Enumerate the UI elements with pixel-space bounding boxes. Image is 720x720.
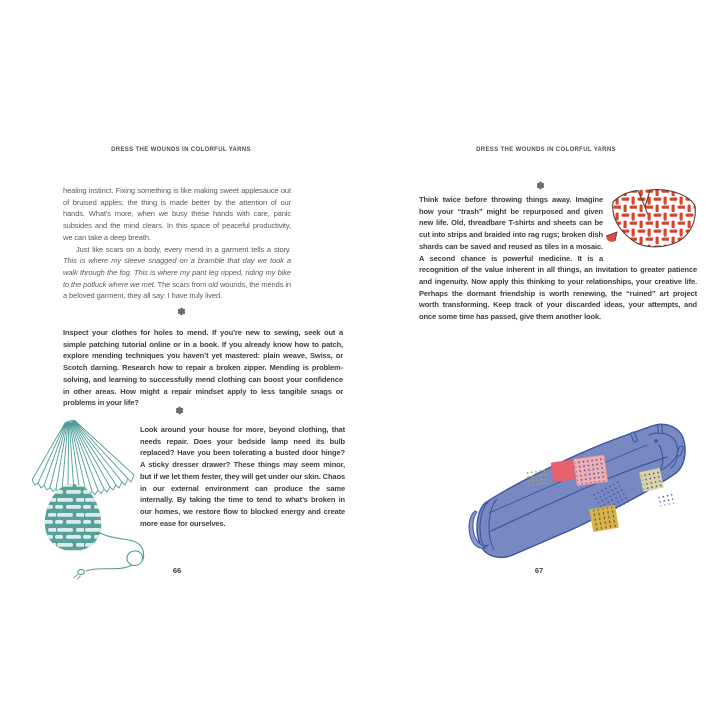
activity-look-around-house: Look around your house for more, beyond clothing, that needs repair. Does your bedside lamp need its bulb replaced? Have you been tolerating a busted door hinge? A sticky dresser drawer? These things may seem minor, but if we let them fester, they will get under our skin. Chaos in our external environment can produce the same internally. By taking the time to tend to what’s broken in our homes, we restore flow to blocked energy and create more ease for ourselves.	[140, 425, 345, 528]
patch-olive-darning	[526, 468, 550, 489]
yarn-ball-base	[40, 480, 106, 555]
jeans-button	[654, 439, 657, 442]
paragraph-scars-story: Just like scars on a body, every mend in a garment tells a story. This is where my sleeve snagged on a bramble that day we took a walk through the fog. This is where my pant leg ripped, riding my bike to the potluck where we met. The scars from old wounds, the mends in a beloved garment, they all say: I have truly lived.	[63, 244, 291, 301]
patch-yellow-stitched	[589, 505, 619, 532]
bowl-shard	[606, 232, 617, 242]
bowl-illustration	[604, 180, 706, 260]
sashiko-dots-small	[658, 492, 674, 507]
jeans-body	[477, 424, 685, 557]
activity-inspect-clothes: Inspect your clothes for holes to mend. If you’re new to sewing, seek out a simple patching tutorial online or in a book. If you already know how to patch, explore mending techniques you haven’t yet mastered: plain weave, Swiss, or Scotch darning. Research how to repair a broken zipper. Mending is problem-solving, and learning to successfully mend clothing can boost your confidence in other areas. How might a repair mindset apply to less tangible snags or problems in your life?	[63, 328, 343, 408]
flower-ornament-icon	[177, 307, 186, 316]
paragraph-healing-instinct: healing instinct. Fixing something is like making sweet applesauce out of bruised apples; the thing is made better by the attention of our hands. What’s more, when we busy these hands with care, panic subsides and the mind clears. In this space of peaceful productivity, we can take a deep breath.	[63, 186, 291, 242]
lampshade-pleats	[32, 420, 134, 495]
bowl-body	[605, 180, 705, 254]
right-running-header: DRESS THE WOUNDS IN COLORFUL YARNS	[476, 147, 616, 153]
flower-ornament-icon	[175, 406, 184, 415]
patch-beige-woven	[639, 468, 664, 492]
left-page-number: 66	[172, 566, 182, 575]
left-running-header: DRESS THE WOUNDS IN COLORFUL YARNS	[111, 147, 251, 153]
italic-memory-quote: This is where my sleeve snagged on a bramble that day we took a walk through the fog. This is where my pant leg ripped, riding my bike to the potluck where we met.	[63, 256, 291, 289]
right-page-number: 67	[534, 566, 544, 575]
patch-pink-dotted	[573, 455, 607, 486]
left-body-text	[63, 185, 291, 302]
jeans-illustration	[455, 415, 710, 570]
lamp-illustration	[28, 420, 148, 580]
flower-ornament-icon	[536, 181, 545, 190]
patch-red	[551, 460, 576, 483]
activity-think-twice: Think twice before throwing things away. Imagine how your “trash” might be repurposed and given new life. Old, threadbare T-shirts and sheets can be cut into strips and braided into rag rugs; broken dish shards can be saved and reused as tiles in a mosaic. A second chance is powerful medicine. It is a recognition of the value inherent in all things, an invitation to greater patience and ingenuity. Now apply this thinking to your relationships, your creative life. Perhaps the dormant friendship is worth renewing, the “ruined” art project worth transforming. Keep track of your discarded ideas, your attempts, and once some time has passed, give them another look.	[419, 195, 697, 322]
